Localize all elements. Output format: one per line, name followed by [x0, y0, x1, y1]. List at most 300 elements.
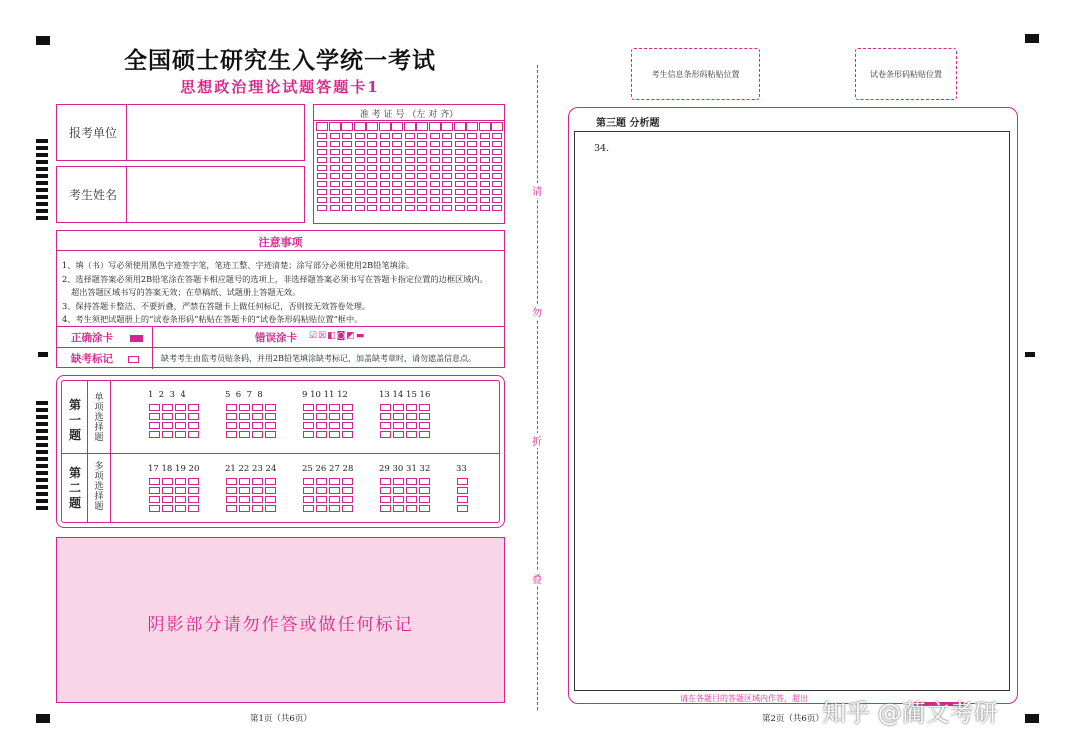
id-bubble[interactable] [330, 205, 340, 211]
answer-bubble[interactable] [265, 478, 276, 485]
id-bubble[interactable] [330, 173, 340, 179]
id-bubble[interactable] [467, 157, 477, 163]
id-bubble[interactable] [317, 181, 327, 187]
answer-bubble[interactable] [188, 404, 199, 411]
answer-bubble[interactable] [162, 413, 173, 420]
id-bubble[interactable] [392, 189, 402, 195]
id-bubble[interactable] [405, 205, 415, 211]
answer-bubble[interactable] [239, 404, 250, 411]
id-bubble[interactable] [342, 197, 352, 203]
id-bubble[interactable] [480, 181, 490, 187]
id-bubble[interactable] [430, 205, 440, 211]
vertical-char: 题 [69, 496, 82, 510]
id-bubble[interactable] [355, 181, 365, 187]
id-bubble[interactable] [367, 157, 377, 163]
answer-bubble[interactable] [226, 505, 237, 512]
id-bubble[interactable] [342, 157, 352, 163]
answer-bubble[interactable] [252, 404, 263, 411]
id-bubble[interactable] [380, 181, 390, 187]
answer-bubble[interactable] [329, 505, 340, 512]
id-bubble[interactable] [405, 181, 415, 187]
id-bubble[interactable] [380, 205, 390, 211]
answer-bubble[interactable] [406, 478, 417, 485]
id-bubble[interactable] [330, 181, 340, 187]
candidate-barcode-area[interactable] [631, 48, 760, 100]
answer-bubble[interactable] [329, 431, 340, 438]
answer-bubble[interactable] [239, 478, 250, 485]
id-bubble[interactable] [342, 189, 352, 195]
id-bubble[interactable] [342, 165, 352, 171]
answer-bubble[interactable] [419, 487, 430, 494]
id-bubble[interactable] [405, 157, 415, 163]
id-bubble[interactable] [380, 189, 390, 195]
answer-bubble[interactable] [239, 413, 250, 420]
answer-bubble[interactable] [162, 478, 173, 485]
id-bubble[interactable] [380, 133, 390, 139]
answer-bubble[interactable] [316, 487, 327, 494]
answer-bubble[interactable] [252, 487, 263, 494]
id-bubble[interactable] [380, 173, 390, 179]
id-bubble[interactable] [455, 141, 465, 147]
id-bubble[interactable] [405, 197, 415, 203]
id-bubble[interactable] [417, 157, 427, 163]
answer-bubble[interactable] [226, 422, 237, 429]
answer-bubble[interactable] [149, 404, 160, 411]
id-bubble[interactable] [317, 149, 327, 155]
answer-bubble[interactable] [162, 487, 173, 494]
answer-bubble[interactable] [226, 496, 237, 503]
id-bubble[interactable] [367, 149, 377, 155]
answer-bubble[interactable] [419, 505, 430, 512]
answer-bubble[interactable] [303, 505, 314, 512]
id-bubble[interactable] [492, 197, 502, 203]
id-bubble[interactable] [317, 133, 327, 139]
answer-bubble[interactable] [316, 496, 327, 503]
answer-bubble[interactable] [265, 505, 276, 512]
id-bubble[interactable] [455, 181, 465, 187]
id-bubble[interactable] [330, 189, 340, 195]
answer-bubble[interactable] [265, 404, 276, 411]
id-bubble[interactable] [417, 133, 427, 139]
answer-bubble[interactable] [265, 496, 276, 503]
id-bubble[interactable] [417, 197, 427, 203]
id-bubble[interactable] [467, 141, 477, 147]
answer-bubble[interactable] [252, 496, 263, 503]
answer-bubble[interactable] [188, 478, 199, 485]
answer-bubble[interactable] [175, 431, 186, 438]
answer-bubble[interactable] [380, 478, 391, 485]
answer-bubble[interactable] [188, 431, 199, 438]
id-bubble[interactable] [392, 173, 402, 179]
id-bubble[interactable] [317, 165, 327, 171]
answer-bubble[interactable] [149, 487, 160, 494]
answer-bubble[interactable] [239, 422, 250, 429]
answer-bubble[interactable] [393, 496, 404, 503]
id-bubble[interactable] [330, 149, 340, 155]
answer-bubble[interactable] [303, 487, 314, 494]
answer-bubble[interactable] [226, 404, 237, 411]
id-bubble[interactable] [330, 197, 340, 203]
answer-bubble[interactable] [342, 487, 353, 494]
answer-bubble[interactable] [162, 422, 173, 429]
answer-bubble[interactable] [329, 413, 340, 420]
id-bubble[interactable] [417, 165, 427, 171]
answer-bubble[interactable] [406, 404, 417, 411]
answer-bubble[interactable] [393, 404, 404, 411]
id-bubble[interactable] [442, 205, 452, 211]
id-bubble[interactable] [467, 181, 477, 187]
answer-bubble[interactable] [162, 505, 173, 512]
id-bubble[interactable] [417, 149, 427, 155]
id-bubble[interactable] [330, 165, 340, 171]
answer-bubble[interactable] [252, 431, 263, 438]
id-bubble[interactable] [392, 157, 402, 163]
answer-bubble[interactable] [226, 431, 237, 438]
answer-bubble[interactable] [380, 431, 391, 438]
answer-bubble[interactable] [239, 431, 250, 438]
answer-bubble[interactable] [393, 505, 404, 512]
id-bubble[interactable] [430, 189, 440, 195]
id-bubble[interactable] [455, 157, 465, 163]
absent-mark-checkbox[interactable] [128, 356, 139, 363]
answer-bubble[interactable] [149, 505, 160, 512]
id-bubble[interactable] [342, 133, 352, 139]
answer-bubble[interactable] [457, 496, 468, 503]
id-bubble[interactable] [342, 205, 352, 211]
id-bubble[interactable] [355, 157, 365, 163]
timing-bar [36, 422, 48, 426]
answer-bubble[interactable] [457, 487, 468, 494]
answer-bubble[interactable] [303, 478, 314, 485]
answer-bubble[interactable] [316, 404, 327, 411]
id-bubble[interactable] [367, 205, 377, 211]
id-bubble[interactable] [342, 149, 352, 155]
id-bubble[interactable] [392, 149, 402, 155]
answer-bubble[interactable] [188, 413, 199, 420]
answer-bubble[interactable] [393, 422, 404, 429]
answer-bubble[interactable] [316, 431, 327, 438]
id-bubble[interactable] [480, 189, 490, 195]
answer-bubble[interactable] [188, 496, 199, 503]
id-bubble[interactable] [492, 181, 502, 187]
id-bubble[interactable] [367, 181, 377, 187]
id-bubble[interactable] [430, 165, 440, 171]
vertical-char: 择 [94, 423, 104, 433]
answer-bubble[interactable] [329, 422, 340, 429]
answer-bubble[interactable] [380, 404, 391, 411]
answer-bubble[interactable] [239, 505, 250, 512]
answer-bubble[interactable] [380, 496, 391, 503]
answer-bubble[interactable] [342, 496, 353, 503]
answer-bubble[interactable] [149, 431, 160, 438]
id-bubble[interactable] [442, 149, 452, 155]
answer-bubble[interactable] [406, 413, 417, 420]
correct-fill-label: 正确涂卡 [71, 332, 113, 344]
vertical-char: 选 [94, 482, 104, 492]
answer-bubble[interactable] [265, 413, 276, 420]
answer-bubble[interactable] [303, 431, 314, 438]
id-bubble[interactable] [442, 173, 452, 179]
id-bubble[interactable] [455, 165, 465, 171]
id-bubble[interactable] [430, 173, 440, 179]
id-bubble[interactable] [380, 165, 390, 171]
notice-box [56, 230, 505, 368]
id-bubble[interactable] [480, 173, 490, 179]
answer-bubble[interactable] [419, 496, 430, 503]
id-bubble[interactable] [480, 149, 490, 155]
id-bubble[interactable] [405, 189, 415, 195]
answer-bubble[interactable] [329, 487, 340, 494]
answer-bubble[interactable] [265, 487, 276, 494]
id-bubble[interactable] [317, 197, 327, 203]
answer-bubble[interactable] [303, 422, 314, 429]
answer-bubble[interactable] [175, 487, 186, 494]
answer-bubble[interactable] [188, 505, 199, 512]
correct-fill-sample [130, 335, 143, 342]
id-bubble[interactable] [480, 205, 490, 211]
id-bubble[interactable] [355, 173, 365, 179]
id-bubble[interactable] [430, 141, 440, 147]
id-bubble[interactable] [405, 141, 415, 147]
id-bubble[interactable] [367, 165, 377, 171]
answer-bubble[interactable] [149, 422, 160, 429]
id-bubble[interactable] [480, 197, 490, 203]
id-bubble[interactable] [330, 157, 340, 163]
answer-bubble[interactable] [342, 404, 353, 411]
id-bubble[interactable] [492, 205, 502, 211]
answer-bubble[interactable] [406, 496, 417, 503]
id-bubble[interactable] [480, 133, 490, 139]
id-bubble[interactable] [417, 181, 427, 187]
answer-bubble[interactable] [393, 431, 404, 438]
answer-bubble[interactable] [393, 487, 404, 494]
id-bubble[interactable] [355, 197, 365, 203]
answer-bubble[interactable] [342, 413, 353, 420]
id-bubble[interactable] [492, 189, 502, 195]
id-bubble[interactable] [355, 141, 365, 147]
id-bubble[interactable] [442, 197, 452, 203]
answer-bubble[interactable] [393, 413, 404, 420]
id-bubble[interactable] [380, 157, 390, 163]
paper-barcode-area[interactable] [855, 48, 957, 100]
answer-bubble[interactable] [303, 413, 314, 420]
answer-bubble[interactable] [316, 505, 327, 512]
answer-bubble[interactable] [226, 413, 237, 420]
answer-bubble[interactable] [252, 505, 263, 512]
id-bubble[interactable] [367, 189, 377, 195]
id-bubble[interactable] [342, 173, 352, 179]
analysis-answer-area[interactable] [574, 131, 1010, 691]
vertical-char: 选 [94, 413, 104, 423]
id-bubble[interactable] [367, 173, 377, 179]
id-bubble[interactable] [442, 189, 452, 195]
id-bubble[interactable] [430, 149, 440, 155]
id-bubble[interactable] [467, 173, 477, 179]
id-bubble[interactable] [430, 181, 440, 187]
id-bubble[interactable] [492, 133, 502, 139]
id-bubble[interactable] [442, 181, 452, 187]
answer-bubble[interactable] [175, 478, 186, 485]
answer-bubble[interactable] [239, 487, 250, 494]
id-bubble[interactable] [492, 157, 502, 163]
id-bubble[interactable] [492, 149, 502, 155]
answer-bubble[interactable] [316, 478, 327, 485]
id-bubble[interactable] [442, 141, 452, 147]
answer-bubble[interactable] [188, 487, 199, 494]
page-title: 全国硕士研究生入学统一考试 [124, 47, 436, 74]
id-bubble[interactable] [355, 149, 365, 155]
answer-bubble[interactable] [342, 478, 353, 485]
id-bubble[interactable] [355, 205, 365, 211]
answer-bubble[interactable] [342, 422, 353, 429]
id-bubble[interactable] [342, 141, 352, 147]
answer-bubble[interactable] [175, 505, 186, 512]
id-bubble[interactable] [430, 133, 440, 139]
answer-bubble[interactable] [316, 413, 327, 420]
answer-bubble[interactable] [342, 431, 353, 438]
id-bubble[interactable] [342, 181, 352, 187]
id-bubble[interactable] [392, 165, 402, 171]
candidate-name-box[interactable] [56, 166, 305, 223]
id-bubble[interactable] [405, 165, 415, 171]
answer-bubble[interactable] [226, 478, 237, 485]
id-bubble[interactable] [430, 197, 440, 203]
id-bubble[interactable] [405, 133, 415, 139]
id-bubble[interactable] [442, 165, 452, 171]
id-bubble[interactable] [417, 141, 427, 147]
answer-bubble[interactable] [149, 478, 160, 485]
answer-bubble[interactable] [265, 422, 276, 429]
answer-bubble[interactable] [406, 431, 417, 438]
answer-bubble[interactable] [162, 496, 173, 503]
answer-bubble[interactable] [380, 505, 391, 512]
notice-item-2b: 超出答题区域书写的答案无效；在草稿纸、试题册上答题无效。 [71, 287, 301, 297]
id-bubble[interactable] [417, 205, 427, 211]
admission-number-grid[interactable] [313, 104, 505, 224]
answer-bubble[interactable] [226, 487, 237, 494]
id-bubble[interactable] [492, 173, 502, 179]
id-bubble[interactable] [317, 205, 327, 211]
answer-bubble[interactable] [239, 496, 250, 503]
id-bubble[interactable] [467, 197, 477, 203]
id-bubble[interactable] [455, 173, 465, 179]
id-bubble[interactable] [467, 205, 477, 211]
id-bubble[interactable] [467, 189, 477, 195]
id-bubble[interactable] [392, 141, 402, 147]
answer-bubble[interactable] [162, 404, 173, 411]
id-bubble[interactable] [467, 165, 477, 171]
id-bubble[interactable] [442, 133, 452, 139]
id-bubble[interactable] [417, 189, 427, 195]
id-bubble[interactable] [430, 157, 440, 163]
id-bubble[interactable] [380, 141, 390, 147]
answer-bubble[interactable] [406, 422, 417, 429]
id-bubble[interactable] [455, 149, 465, 155]
id-bubble[interactable] [380, 149, 390, 155]
answer-bubble[interactable] [380, 413, 391, 420]
id-bubble[interactable] [317, 173, 327, 179]
id-bubble[interactable] [467, 149, 477, 155]
answer-bubble[interactable] [175, 496, 186, 503]
answer-bubble[interactable] [457, 505, 468, 512]
id-bubble[interactable] [480, 157, 490, 163]
id-bubble[interactable] [467, 133, 477, 139]
id-bubble[interactable] [317, 157, 327, 163]
answer-bubble[interactable] [329, 404, 340, 411]
id-bubble[interactable] [367, 141, 377, 147]
answer-bubble[interactable] [316, 422, 327, 429]
id-bubble[interactable] [317, 189, 327, 195]
id-bubble[interactable] [417, 173, 427, 179]
answer-bubble[interactable] [419, 404, 430, 411]
answer-bubble[interactable] [419, 478, 430, 485]
id-bubble[interactable] [355, 165, 365, 171]
answer-bubble[interactable] [252, 478, 263, 485]
answer-bubble[interactable] [175, 422, 186, 429]
answer-bubble[interactable] [252, 413, 263, 420]
id-bubble[interactable] [330, 141, 340, 147]
answer-bubble[interactable] [149, 413, 160, 420]
id-bubble[interactable] [442, 157, 452, 163]
answer-bubble[interactable] [329, 496, 340, 503]
id-bubble[interactable] [392, 133, 402, 139]
timing-bar [36, 174, 48, 178]
id-bubble[interactable] [392, 205, 402, 211]
answer-bubble[interactable] [457, 478, 468, 485]
answer-bubble[interactable] [406, 505, 417, 512]
answer-bubble[interactable] [419, 431, 430, 438]
id-bubble[interactable] [492, 165, 502, 171]
id-bubble[interactable] [392, 181, 402, 187]
answer-bubble[interactable] [188, 422, 199, 429]
answer-bubble[interactable] [380, 422, 391, 429]
answer-bubble[interactable] [265, 431, 276, 438]
answer-bubble[interactable] [419, 413, 430, 420]
answer-bubble[interactable] [406, 487, 417, 494]
id-bubble[interactable] [455, 197, 465, 203]
id-bubble[interactable] [355, 189, 365, 195]
id-bubble[interactable] [405, 173, 415, 179]
id-bubble[interactable] [455, 205, 465, 211]
id-bubble[interactable] [455, 189, 465, 195]
exam-unit-box[interactable] [56, 104, 305, 161]
id-bubble[interactable] [317, 141, 327, 147]
id-bubble[interactable] [392, 197, 402, 203]
id-bubble[interactable] [455, 133, 465, 139]
answer-bubble[interactable] [252, 422, 263, 429]
answer-bubble[interactable] [393, 478, 404, 485]
answer-bubble[interactable] [329, 478, 340, 485]
answer-bubble[interactable] [342, 505, 353, 512]
answer-bubble[interactable] [303, 404, 314, 411]
answer-bubble[interactable] [380, 487, 391, 494]
answer-bubble[interactable] [419, 422, 430, 429]
id-bubble[interactable] [405, 149, 415, 155]
id-bubble[interactable] [367, 197, 377, 203]
answer-bubble[interactable] [175, 413, 186, 420]
id-bubble[interactable] [355, 133, 365, 139]
answer-bubble[interactable] [162, 431, 173, 438]
answer-bubble[interactable] [175, 404, 186, 411]
id-bubble[interactable] [380, 197, 390, 203]
answer-bubble[interactable] [303, 496, 314, 503]
answer-bubble[interactable] [149, 496, 160, 503]
id-bubble[interactable] [367, 133, 377, 139]
id-bubble[interactable] [492, 141, 502, 147]
id-bubble[interactable] [480, 165, 490, 171]
id-bubble[interactable] [330, 133, 340, 139]
id-bubble[interactable] [480, 141, 490, 147]
